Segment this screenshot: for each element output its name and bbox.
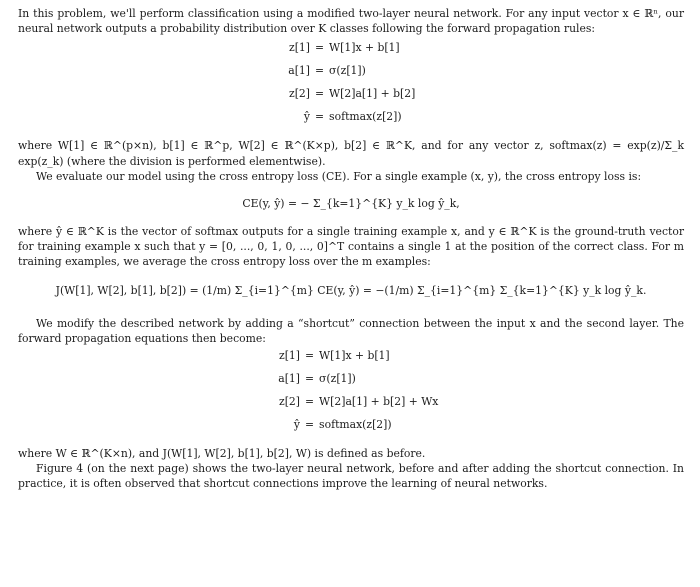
equation-lhs: a[1] bbox=[278, 372, 300, 386]
cost-function-formula: J(W[1], W[2], b[1], b[2]) = (1/m) Σ_{i=1}^{m} CE(y, ŷ) = −(1/m) Σ_{i=1}^{m} Σ_{k=1}^{K} y_k log ŷ_k. bbox=[55, 284, 647, 298]
shortcut-weight-paragraph: where W ∈ ℝ^(K×n), and J(W[1], W[2], b[1], b[2], W) is defined as before. bbox=[18, 447, 426, 461]
equation-rhs: softmax(z[2]) bbox=[329, 110, 402, 124]
equation-row: a[1] = σ(z[1]) bbox=[276, 63, 366, 86]
equation-lhs: z[1] bbox=[289, 41, 310, 55]
equation-rhs: softmax(z[2]) bbox=[319, 418, 392, 432]
equation-lhs: ŷ bbox=[293, 418, 300, 432]
equation-lhs: a[1] bbox=[288, 64, 310, 78]
equation-rhs: W[1]x + b[1] bbox=[329, 41, 400, 55]
figure-reference-paragraph: Figure 4 (on the next page) shows the two-layer neural network, before and after adding the shortcut connection. In practice, it is often observed that shortcut connections improve the learning of neural networks. bbox=[18, 462, 684, 491]
cross-entropy-intro-paragraph: We evaluate our model using the cross entropy loss (CE). For a single example (x, y), the cross entropy loss is: bbox=[36, 169, 642, 183]
equation-rhs: σ(z[1]) bbox=[319, 372, 356, 386]
equation-rhs: W[2]a[1] + b[2] + Wx bbox=[319, 395, 439, 409]
equation-row: a[1] = σ(z[1]) bbox=[266, 371, 356, 394]
forward-propagation-equations bbox=[276, 40, 426, 132]
intro-paragraph: In this problem, we'll perform classification using a modified two-layer neural network. For any input vector x ∈ ℝⁿ, our neural network outputs a probability distribution over K classes following the forward propagation rules: bbox=[18, 7, 684, 36]
equation-row: z[1] = W[1]x + b[1] bbox=[276, 40, 400, 63]
shortcut-propagation-equations bbox=[236, 348, 466, 440]
equation-row: ŷ = softmax(z[2]) bbox=[276, 109, 402, 132]
equation-lhs: z[1] bbox=[279, 349, 300, 363]
equation-row: z[2] = W[2]a[1] + b[2] + Wx bbox=[266, 394, 438, 417]
equation-lhs: z[2] bbox=[289, 87, 310, 101]
parameter-definitions-paragraph: where W[1] ∈ ℝ^(p×n), b[1] ∈ ℝ^p, W[2] ∈ ℝ^(K×p), b[2] ∈ ℝ^K, and for any vector z, softmax(z) = exp(z)/Σ_k exp(z_k) (where the division is performed elementwise). bbox=[18, 139, 684, 168]
cross-entropy-equation bbox=[18, 184, 684, 224]
equation-rhs: W[1]x + b[1] bbox=[319, 349, 390, 363]
equation-lhs: z[2] bbox=[279, 395, 300, 409]
equation-row: ŷ = softmax(z[2]) bbox=[266, 417, 392, 440]
equation-lhs: ŷ bbox=[303, 110, 310, 124]
equation-rhs: σ(z[1]) bbox=[329, 64, 366, 78]
cost-function-equation bbox=[18, 270, 684, 312]
cross-entropy-formula: CE(y, ŷ) = − Σ_{k=1}^{K} y_k log ŷ_k, bbox=[242, 197, 460, 211]
equation-row: z[2] = W[2]a[1] + b[2] bbox=[276, 86, 415, 109]
softmax-output-paragraph: where ŷ ∈ ℝ^K is the vector of softmax outputs for a single training example x, and y ∈ ℝ^K is the ground-truth vector for training example x such that y = [0, ..., 0, 1, 0, ..., 0]^T contains a single 1 at the position of the correct class. For m training examples, we average the cross entropy loss over the m examples: bbox=[18, 225, 684, 269]
equation-row: z[1] = W[1]x + b[1] bbox=[266, 348, 390, 371]
equation-rhs: W[2]a[1] + b[2] bbox=[329, 87, 416, 101]
shortcut-intro-paragraph: We modify the described network by adding a “shortcut” connection between the input x and the second layer. The forward propagation equations then become: bbox=[18, 316, 684, 345]
